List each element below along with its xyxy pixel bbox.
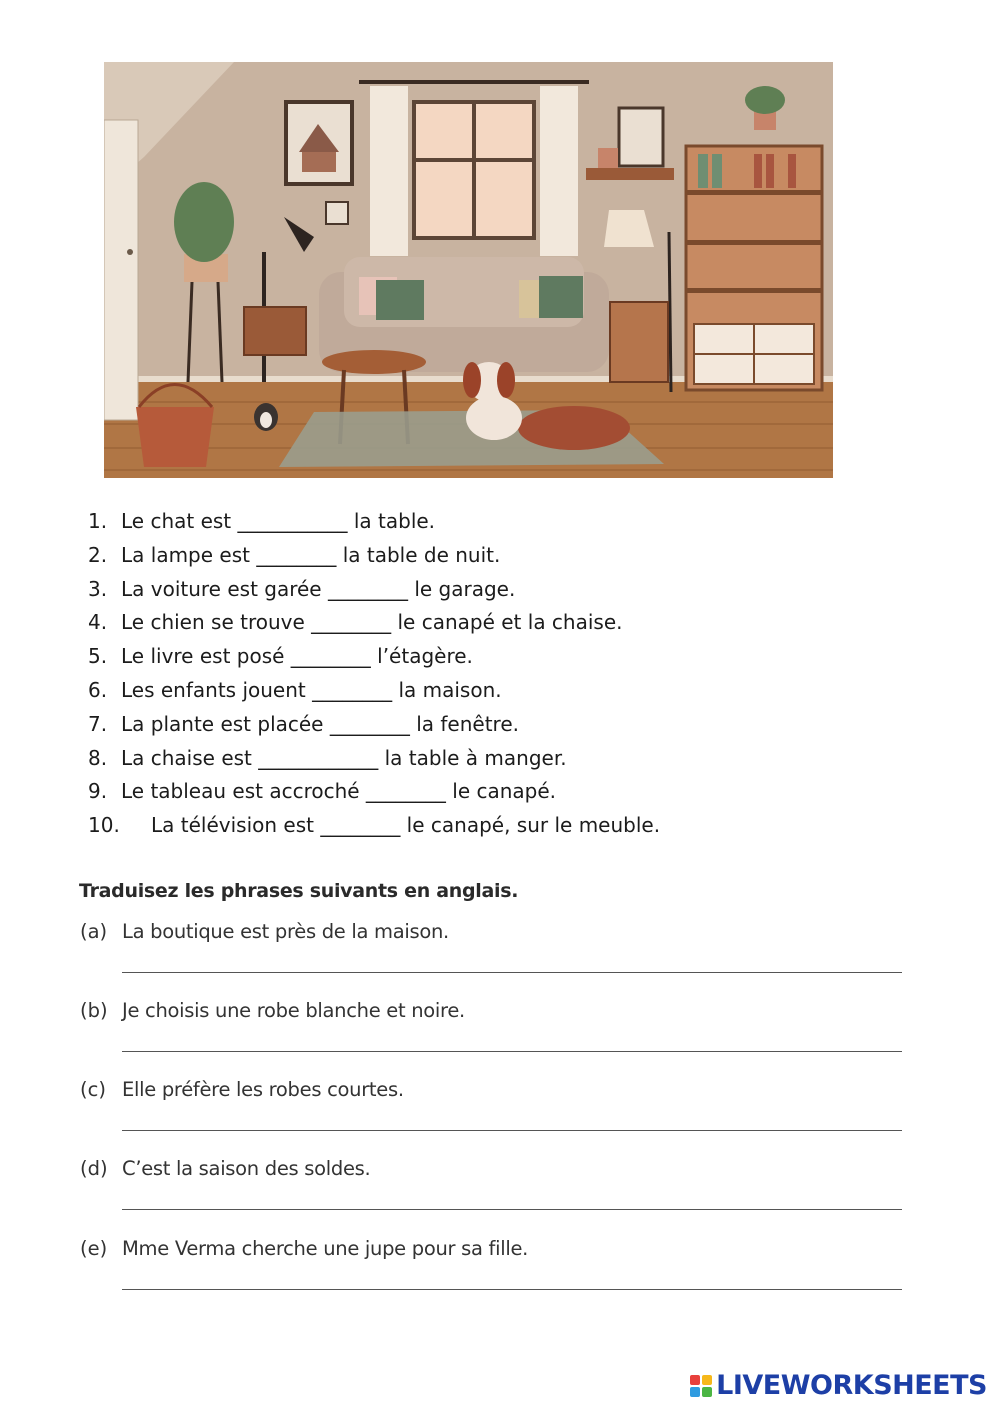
- list-item: [88, 708, 660, 742]
- living-room-drawing: [104, 62, 833, 478]
- item-text: Le livre est posé ________ l’étagère.: [121, 644, 473, 669]
- answer-line[interactable]: [122, 1209, 902, 1210]
- fill-in-the-blank-list: [88, 505, 660, 843]
- list-item: [88, 606, 660, 640]
- liveworksheets-logo-icon: [690, 1375, 712, 1397]
- list-item: [88, 775, 660, 809]
- item-text: La chaise est ____________ la table à manger.: [121, 745, 567, 770]
- item-number: 1.: [88, 509, 108, 533]
- item-text: La lampe est ________ la table de nuit.: [121, 542, 501, 567]
- item-sentence: La boutique est près de la maison.: [122, 920, 449, 943]
- item-letter: (b): [80, 999, 108, 1022]
- item-number: 5.: [88, 644, 108, 669]
- living-room-illustration: [104, 62, 833, 478]
- answer-line[interactable]: [122, 1130, 902, 1131]
- item-number: 10.: [88, 813, 120, 838]
- item-number: 7.: [88, 711, 108, 736]
- item-letter: (c): [80, 1078, 106, 1101]
- answer-line[interactable]: [122, 972, 902, 973]
- item-number: 2.: [88, 542, 108, 567]
- item-text: Le chien se trouve ________ le canapé et la chaise.: [121, 610, 623, 635]
- item-sentence: Elle préfère les robes courtes.: [122, 1078, 404, 1101]
- list-item: [88, 742, 660, 776]
- item-letter: (e): [80, 1237, 108, 1260]
- item-text: La plante est placée ________ la fenêtre.: [121, 711, 519, 736]
- list-item: [88, 640, 660, 674]
- item-text: Le chat est ___________ la table.: [121, 509, 436, 533]
- list-item: [88, 809, 660, 843]
- answer-line[interactable]: [122, 1051, 902, 1052]
- list-item: [88, 573, 660, 607]
- item-text: La télévision est ________ le canapé, sur le meuble.: [151, 813, 661, 838]
- translation-title: Traduisez les phrases suivants en anglais.: [79, 880, 519, 902]
- item-letter: (d): [80, 1157, 108, 1180]
- list-item: [88, 505, 660, 539]
- item-number: 3.: [88, 576, 108, 601]
- item-text: Les enfants jouent ________ la maison.: [121, 677, 502, 702]
- item-letter: (a): [80, 920, 108, 943]
- list-item: [88, 674, 660, 708]
- item-sentence: C’est la saison des soldes.: [122, 1157, 371, 1180]
- item-sentence: Je choisis une robe blanche et noire.: [122, 999, 465, 1022]
- item-text: Le tableau est accroché ________ le canapé.: [121, 779, 557, 804]
- item-number: 4.: [88, 610, 108, 635]
- item-sentence: Mme Verma cherche une jupe pour sa fille.: [122, 1237, 529, 1260]
- item-number: 8.: [88, 745, 108, 770]
- item-text: La voiture est garée ________ le garage.: [121, 576, 516, 601]
- liveworksheets-brand: [690, 1370, 987, 1401]
- item-number: 9.: [88, 779, 108, 804]
- brand-name: LIVEWORKSHEETS: [716, 1370, 987, 1401]
- item-number: 6.: [88, 677, 108, 702]
- list-item: [88, 539, 660, 573]
- answer-line[interactable]: [122, 1289, 902, 1290]
